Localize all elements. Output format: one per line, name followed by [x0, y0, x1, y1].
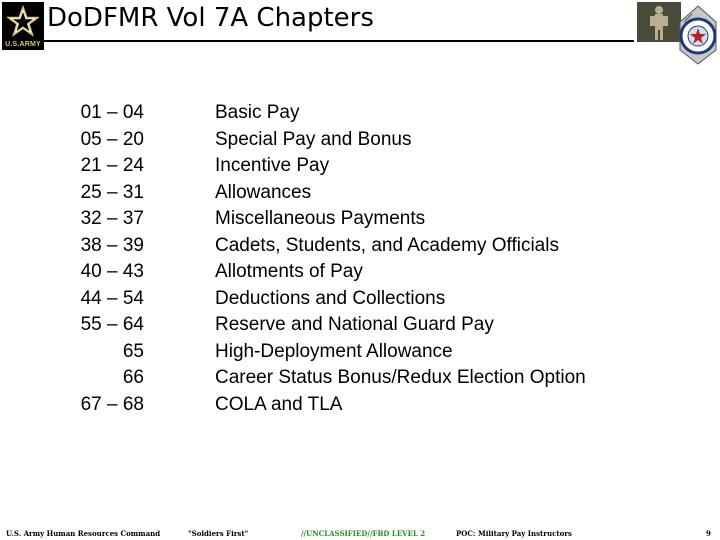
list-item — [0, 127, 720, 154]
chapter-range: 01 – 04 — [80, 102, 144, 123]
list-item — [0, 339, 720, 366]
footer-poc: POC: Military Pay Instructors — [456, 529, 572, 538]
chapter-range: 21 – 24 — [80, 155, 144, 176]
chapter-title: Allotments of Pay — [215, 261, 363, 282]
footer-motto: "Soldiers First" — [188, 529, 249, 538]
chapter-title: COLA and TLA — [215, 393, 343, 415]
chapter-range: 05 – 20 — [80, 128, 144, 150]
list-item — [0, 206, 720, 233]
army-star-icon — [7, 5, 39, 39]
list-item — [0, 365, 720, 392]
list-item — [0, 392, 720, 419]
chapter-title: Cadets, Students, and Academy Officials — [215, 234, 559, 256]
list-item — [0, 286, 720, 313]
chapter-title: Basic Pay — [215, 102, 300, 123]
header-divider — [44, 40, 634, 42]
chapter-title: Deductions and Collections — [215, 287, 446, 309]
page-number: 9 — [706, 529, 711, 538]
chapter-title: Special Pay and Bonus — [215, 128, 412, 150]
slide-footer — [0, 529, 720, 540]
chapter-title: Miscellaneous Payments — [215, 208, 426, 229]
list-item — [0, 180, 720, 207]
chapter-range: 38 – 39 — [80, 234, 144, 256]
list-item — [0, 153, 720, 180]
footer-classification: //UNCLASSIFIED//FBD LEVEL 2 — [301, 529, 426, 538]
chapter-range: 25 – 31 — [80, 181, 144, 203]
chapter-range: 67 – 68 — [80, 393, 144, 415]
list-item — [0, 100, 720, 127]
hrc-emblem-icon — [636, 0, 718, 66]
army-logo-text: U.S.ARMY — [5, 41, 41, 48]
list-item — [0, 259, 720, 286]
chapter-title: High-Deployment Allowance — [215, 340, 453, 362]
chapter-title: Career Status Bonus/Redux Election Option — [215, 367, 586, 388]
chapter-range: 55 – 64 — [80, 314, 144, 335]
army-logo — [2, 2, 44, 50]
chapter-title: Allowances — [215, 181, 312, 203]
slide-header — [0, 0, 720, 58]
list-item — [0, 233, 720, 260]
footer-org: U.S. Army Human Resources Command — [6, 529, 161, 538]
page-title: DoDFMR Vol 7A Chapters — [47, 3, 374, 33]
chapter-range: 65 — [122, 340, 144, 362]
chapter-title: Incentive Pay — [215, 155, 330, 176]
chapter-title: Reserve and National Guard Pay — [215, 314, 494, 335]
chapter-range: 66 — [122, 367, 144, 388]
chapter-range: 44 – 54 — [80, 287, 144, 309]
chapter-range: 40 – 43 — [80, 261, 144, 282]
list-item — [0, 312, 720, 339]
chapter-list — [0, 100, 720, 418]
chapter-range: 32 – 37 — [80, 208, 144, 229]
